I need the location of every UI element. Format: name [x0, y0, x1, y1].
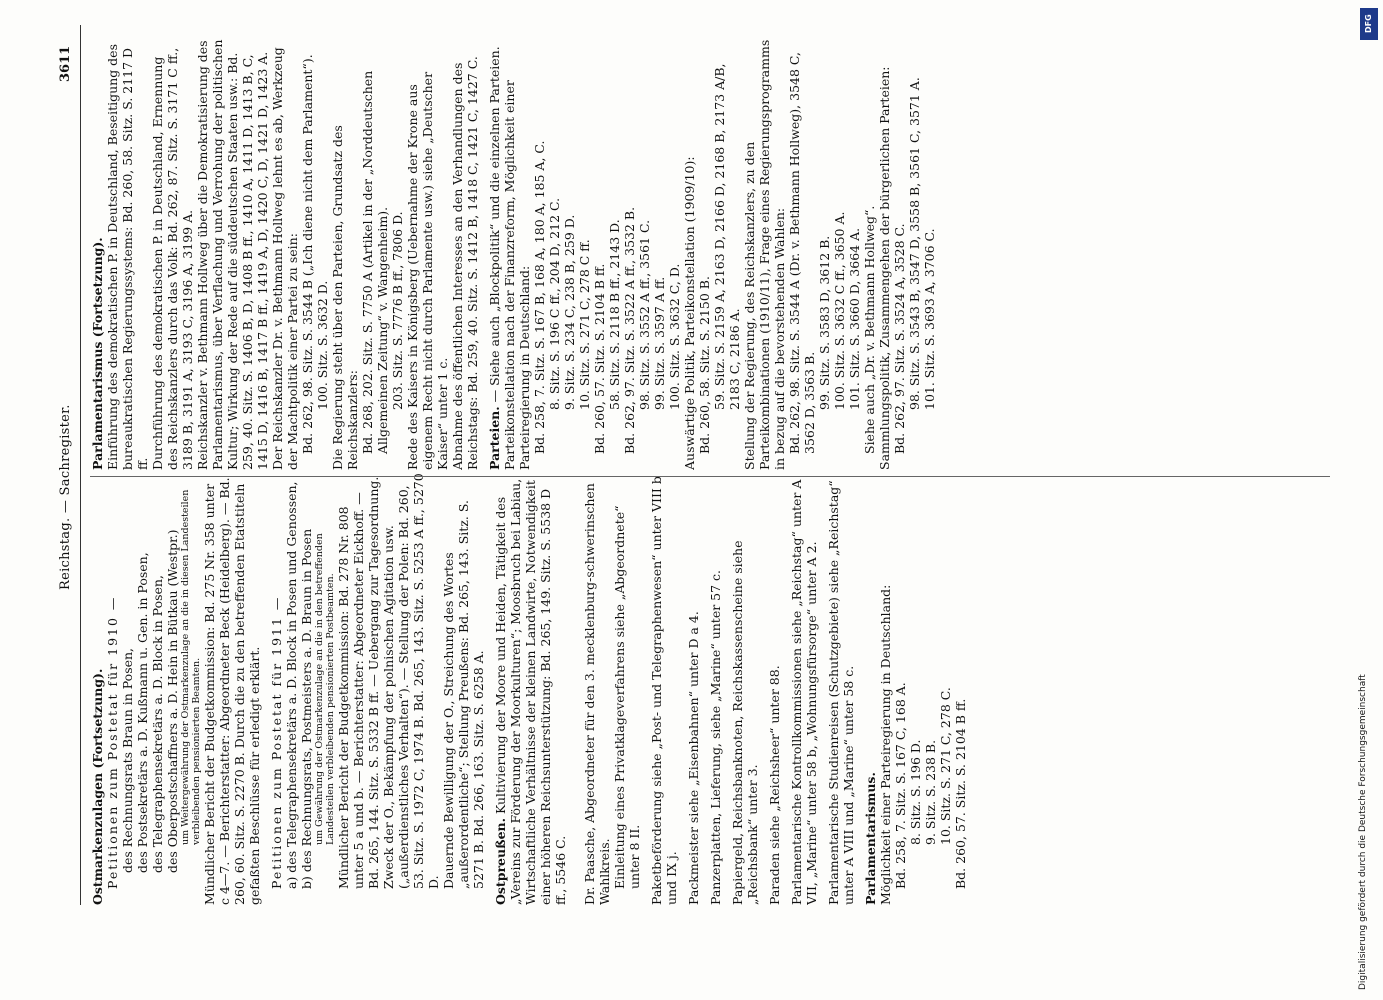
index-entry: des Oberpostschaffners a. D. Hein in Bütkau (Westpr.) [165, 529, 180, 873]
index-entry: 10. Sitz. S. 271 C, 278 C ff. [577, 239, 592, 410]
index-entry: um Gewährung der Ostmarkenzulage an die in den betreffenden Landesteilen verbleibenden pensionierten Postbeamten. [314, 533, 336, 845]
index-entry: 100. Sitz. S. 3632 C, D. [667, 263, 682, 410]
index-entry: Siehe auch „Dr. v. Bethmann Hollweg“. [862, 205, 877, 454]
index-entry [782, 473, 789, 905]
index-entry: Parteikonstellation nach der Finanzreform, Möglichkeit einer Parteiregierung in Deutschland: [502, 80, 532, 470]
index-entry: 9. Sitz. S. 238 B. [923, 739, 938, 845]
index-entry: 10. Sitz. S. 271 C, 278 C. [938, 687, 953, 845]
index-entry: Reichskanzler v. Bethmann Hollweg über die Demokratisierung des Parlamentarismus, über Verflachung und Verrohung der politischen Kultur; Wirkung der Rede auf die süddeutschen Staaten usw.: Bd. 259, 40. Sitz. S. 1406 B, D, 1408 B ff., 1410 A, 1411 D, 1413 B, C, 1415 D, 1416 B, 1417 B ff., 1419 A, D, 1420 C, D, 1421 D, 1423 A. [195, 39, 270, 470]
index-entry: Der Reichskanzler Dr. v. Bethmann Hollweg lehnt es ab, Werkzeug der Machtpolitik einer Partei zu sein: [270, 47, 300, 470]
index-entry: Mündlicher Bericht der Budgetkommission: Bd. 278 Nr. 808 unter 5 a und b. — Berichterstatter: Abgeordneter Eickhoff. — Bd. 265, 144. Sitz. S. 5332 B ff. — Uebergang zur Tagesordnung. [336, 476, 381, 889]
index-entry: Bd. 260, 58. Sitz. S. 2150 B. [697, 276, 712, 454]
index-entry: 203. Sitz. S. 7776 B ff., 7806 D. [390, 211, 405, 410]
index-entry: des Rechnungsrats Braun in Posen, [120, 647, 135, 873]
index-entry: Bd. 258, 7. Sitz. S. 167 B, 168 A, 180 A, 185 A, C. [532, 140, 547, 454]
index-entry: 99. Sitz. S. 3597 A ff. [652, 276, 667, 410]
index-heading: Ostpreußen. Kultivierung der Moore und Heiden, Tätigkeit des „Vereins zur Förderung der Moorkulturen“; Moosbruch bei Labiau, Wirtschaftliche Verhältnisse der kleinen Landwirte, Notwendigkeit einer höheren Reichsunterstützung: Bd. 265, 149. Sitz. S. 5538 D ff., 5546 C. [493, 478, 568, 905]
index-entry: um Weitergewährung der Ostmarkenzulage an die in diesen Landesteilen verbleibenden pensionierten Beamten. [180, 489, 202, 845]
index-entry: Sammlungspolitik, Zusammengehen der bürgerlichen Parteien: [877, 66, 892, 470]
index-entry: Petitionen zum Postetat für 1911 — [269, 595, 284, 889]
digitization-note: Digitalisierung gefördert durch die Deutsche Forschungsgemeinschaft [1358, 674, 1368, 990]
header-rule [80, 25, 81, 905]
index-entry [819, 473, 826, 905]
right-column [90, 38, 1330, 470]
running-title: Reichstag. — Sachregister. [58, 404, 73, 590]
index-entry: Dauernde Bewilligung der O., Streichung des Wortes „außerordentliche“; Stellung Preußens: Bd. 265, 143. Sitz. S. 5271 B. Bd. 266, 163. Sitz. S. 6258 A. [441, 500, 486, 889]
index-entry: 98. Sitz. S. 3552 A ff., 3561 C. [637, 219, 652, 410]
index-entry: 58. Sitz. S. 2118 B ff., 2143 D. [607, 219, 622, 410]
index-entry: b) des Rechnungsrats, Postmeisters a. D. Braun in Posen [299, 528, 314, 889]
index-entry: Mündlicher Bericht der Budgetkommission: Bd. 275 Nr. 358 unter c 4—7. — Berichterstatter: Abgeordneter Beck (Heidelberg). — Bd. 260, 60. Sitz. S. 2270 B. Durch die zu den betreffenden Etatstiteln gefaßten Beschlüsse für erledigt erklärt. [202, 477, 262, 905]
index-entry: Bd. 262, 97. Sitz. S. 3524 A, 3528 C. [892, 223, 907, 454]
index-entry [575, 473, 582, 905]
running-header [58, 0, 78, 1000]
index-entry: Abnahme des öffentlichen Interesses an den Verhandlungen des Reichstags: Bd. 259, 40. Sitz. S. 1412 B, 1418 C, 1421 C, 1427 C. [450, 56, 480, 470]
index-heading: Parteien. — Siehe auch „Blockpolitik“ und die einzelnen Parteien. [487, 46, 502, 470]
index-entry: Dr. Paasche, Abgeordneter für den 3. mecklenburg-schwerinschen Wahlkreis. [582, 483, 612, 905]
index-entry [486, 473, 493, 905]
index-entry: Panzerplatten, Lieferung, siehe „Marine“ unter 57 c. [708, 569, 723, 905]
index-entry: 98. Sitz. S. 3543 B, 3547 D, 3558 B, 3561 C, 3571 A. [907, 77, 922, 410]
index-entry [480, 38, 487, 470]
index-heading: Parlamentarismus. [863, 772, 878, 905]
index-entry: Petitionen zum Postetat für 1910 — [105, 595, 120, 889]
page-number: 3611 [58, 45, 73, 82]
index-entry: Bd. 258, 7. Sitz. S. 167 C, 168 A. [893, 682, 908, 889]
index-entry: 100. Sitz. S. 3632 D. [315, 280, 330, 410]
index-entry: Bd. 262, 98. Sitz. S. 3544 A (Dr. v. Bethmann Hollweg), 3548 C, 3562 D, 3563 B. [787, 52, 817, 454]
index-entry: Die Regierung steht über den Parteien, Grundsatz des Reichskanzlers: [330, 125, 360, 470]
index-entry: Bd. 260, 57. Sitz. S. 2104 B ff. [592, 263, 607, 454]
index-entry [568, 473, 575, 905]
index-entry: 8. Sitz. S. 196 D. [908, 739, 923, 845]
index-entry [262, 473, 269, 905]
index-entry: Durchführung des demokratischen P. in Deutschland, Ernennung des Reichskanzlers durch das Volk: Bd. 262, 87. Sitz. S. 3171 C ff., 3189 B, 3191 A, 3193 C, 3196 A, 3199 A. [150, 47, 195, 470]
index-entry: 59. Sitz. S. 2159 A, 2163 D, 2166 D, 2168 B, 2173 A/B, 2183 C, 2186 A. [712, 63, 742, 410]
index-entry: Zweck der O., Bekämpfung der polnischen Agitation usw. („außerdienstliches Verhalten“). — Stellung der Polen: Bd. 260, 53. Sitz. S. 1972 C, 1974 B. Bd. 265, 143. Sitz. S. 5253 A ff., 5270 D. [381, 473, 441, 889]
index-entry: Bd. 262, 98. Sitz. S. 3544 B („Ich diene nicht dem Parlament“). [300, 54, 315, 454]
index-entry: Bd. 260, 57. Sitz. S. 2104 B ff. [953, 698, 968, 889]
index-entry: 100. Sitz. S. 3632 C ff., 3650 A. [832, 211, 847, 410]
column-divider [90, 476, 1330, 477]
index-entry: Paketbeförderung siehe „Post- und Telegraphenwesen“ unter VIII b und IX j. [649, 476, 679, 905]
index-entry: des Telegraphensekretärs a. D. Block in Posen, [150, 575, 165, 873]
index-entry: 9. Sitz. S. 234 C, 238 B, 259 D. [562, 214, 577, 410]
index-entry [642, 473, 649, 905]
index-entry: 8. Sitz. S. 196 C ff., 204 D, 212 C. [547, 197, 562, 410]
left-column [90, 473, 1330, 905]
index-entry: a) des Telegraphensekretärs a. D. Block in Posen und Genossen, [284, 481, 299, 889]
index-entry [856, 473, 863, 905]
index-entry: Rede des Kaisers in Königsberg (Uebernahme der Krone aus eigenem Recht nicht durch Parlamente usw.) siehe „Deutscher Kaiser“ unter 1 c. [405, 71, 450, 470]
index-entry: Stellung der Regierung, des Reichskanzlers, zu den Parteikombinationen (1910/11), Frage eines Regierungsprogramms in bezug auf die bevorstehenden Wahlen: [742, 39, 787, 470]
index-entry: 101. Sitz. S. 3660 D, 3664 A. [847, 227, 862, 410]
index-entry: Paraden siehe „Reichsheer“ unter 88. [767, 665, 782, 905]
index-entry: Auswärtige Politik, Parteikonstellation (1909/10): [682, 156, 697, 470]
index-entry: Einführung des demokratischen P. in Deutschland, Beseitigung des bureaukratischen Regierungssystems: Bd. 260, 58. Sitz. S. 2117 D ff. [105, 44, 150, 470]
index-heading: Parlamentarismus (Fortsetzung). [90, 237, 105, 470]
index-entry [701, 473, 708, 905]
index-entry: 101. Sitz. S. 3693 A, 3706 C. [922, 228, 937, 410]
index-entry [760, 473, 767, 905]
index-entry: Parlamentarische Kontrollkommissionen siehe „Reichstag“ unter A VII, „Marine“ unter 58 b, „Wohnungsfürsorge“ unter A 2. [789, 479, 819, 905]
index-entry: des Postsekretärs a. D. Kußmann u. Gen. in Posen, [135, 552, 150, 873]
index-entry: Papiergeld, Reichsbanknoten, Reichskassenscheine siehe „Reichsbank“ unter 3. [730, 540, 760, 905]
index-entry: 99. Sitz. S. 3583 D, 3612 B. [817, 235, 832, 410]
index-entry [723, 473, 730, 905]
index-heading: Ostmarkenzulagen (Fortsetzung). [90, 668, 105, 905]
index-entry: Packmeister siehe „Eisenbahnen“ unter D a 4. [686, 611, 701, 905]
index-entry: Einleitung eines Privatklageverfahrens siehe „Abgeordnete“ unter 8 II. [612, 505, 642, 889]
index-entry: Möglichkeit einer Parteiregierung in Deutschland: [878, 584, 893, 905]
index-entry: Parlamentarische Studienreisen (Schutzgebiete) siehe „Reichstag“ unter A VIII und „Marine“ unter 58 c. [826, 480, 856, 905]
index-entry: Bd. 262, 97. Sitz. S. 3522 A ff., 3532 B. [622, 206, 637, 454]
index-entry: Bd. 268, 202. Sitz. S. 7750 A (Artikel in der „Norddeutschen Allgemeinen Zeitung“ v. Wangenheim). [360, 70, 390, 454]
dfg-logo: DFG [1360, 8, 1378, 40]
index-entry [679, 473, 686, 905]
